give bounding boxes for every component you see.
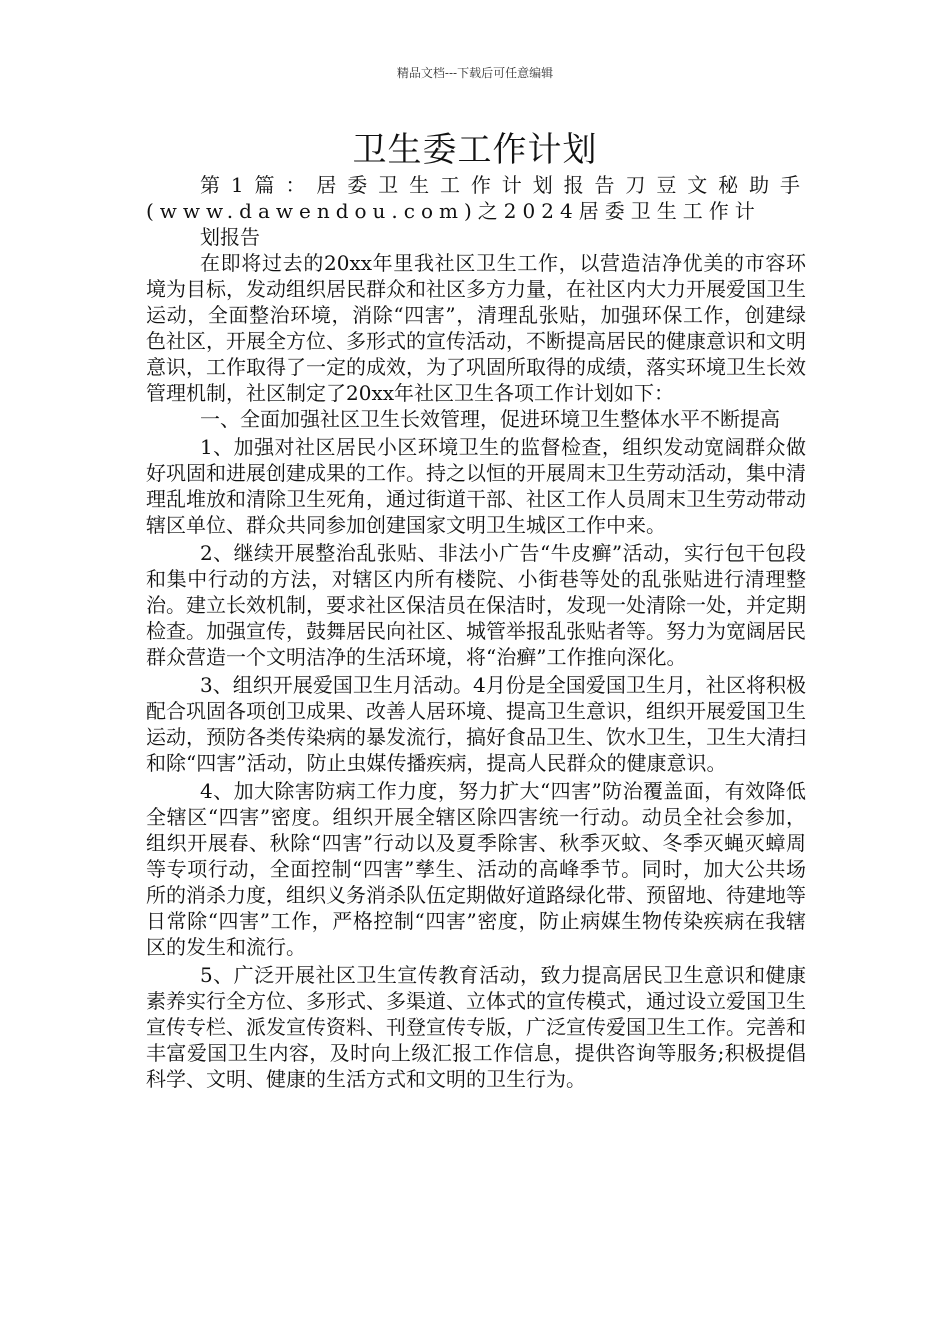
paragraph-item-3: 3、组织开展爱国卫生月活动。4月份是全国爱国卫生月，社区将积极配合巩固各项创卫成果、改善人居环境、提高卫生意识，组织开展爱国卫生运动，预防各类传染病的暴发流行，搞好食品卫生、饮水卫生，卫生大清扫和除“四害”活动，防止虫媒传播疾病，提高人民群众的健康意识。 [146, 673, 806, 775]
document-subtitle: 第1篇：居委卫生工作计划报告刀豆文秘助手(www.dawendou.com)之2024居委卫生工作计 [146, 173, 806, 223]
paragraph-item-4: 4、加大除害防病工作力度，努力扩大“四害”防治覆盖面，有效降低全辖区“四害”密度。组织开展全辖区除四害统一行动。动员全社会参加，组织开展春、秋除“四害”行动以及夏季除害、秋季灭蚊、冬季灭蝇灭蟑周等专项行动，全面控制“四害”孳生、活动的高峰季节。同时，加大公共场所的消杀力度，组织义务消杀队伍定期做好道路绿化带、预留地、待建地等日常除“四害”工作，严格控制“四害”密度，防止病媒生物传染疾病在我辖区的发生和流行。 [146, 779, 806, 959]
paragraph-intro: 在即将过去的20xx年里我社区卫生工作，以营造洁净优美的市容环境为目标，发动组织居民群众和社区多方力量，在社区内大力开展爱国卫生运动，全面整治环境，消除“四害”，清理乱张贴，加强环保工作，创建绿色社区，开展全方位、多形式的宣传活动，不断提高居民的健康意识和文明意识，工作取得了一定的成效，为了巩固所取得的成绩，落实环境卫生长效管理机制，社区制定了20xx年社区卫生各项工作计划如下： [146, 251, 806, 405]
document-title: 卫生委工作计划 [352, 130, 598, 170]
document-body [146, 172, 806, 1092]
paragraph-item-5: 5、广泛开展社区卫生宣传教育活动，致力提高居民卫生意识和健康素养实行全方位、多形式、多渠道、立体式的宣传模式，通过设立爱国卫生宣传专栏、派发宣传资料、刊登宣传专版，广泛宣传爱国卫生工作。完善和丰富爱国卫生内容，及时向上级汇报工作信息，提供咨询等服务;积极提倡科学、文明、健康的生活方式和文明的卫生行为。 [146, 963, 806, 1091]
paragraph-item-2: 2、继续开展整治乱张贴、非法小广告“牛皮癣”活动，实行包干包段和集中行动的方法，对辖区内所有楼院、小街巷等处的乱张贴进行清理整治。建立长效机制，要求社区保洁员在保洁时，发现一处清除一处，并定期检查。加强宣传，鼓舞居民向社区、城管举报乱张贴者等。努力为宽阔居民群众营造一个文明洁净的生活环境，将“治癣”工作推向深化。 [146, 541, 806, 669]
document-subtitle-continued: 划报告 [200, 225, 260, 249]
paragraph-item-1: 1、加强对社区居民小区环境卫生的监督检查，组织发动宽阔群众做好巩固和进展创建成果的工作。持之以恒的开展周末卫生劳动活动，集中清理乱堆放和清除卫生死角，通过街道干部、社区工作人员周末卫生劳动带动辖区单位、群众共同参加创建国家文明卫生城区工作中来。 [146, 435, 806, 537]
section-heading: 一、全面加强社区卫生长效管理，促进环境卫生整体水平不断提高 [200, 407, 780, 431]
page-header: 精品文档---下载后可任意编辑 [396, 66, 554, 80]
